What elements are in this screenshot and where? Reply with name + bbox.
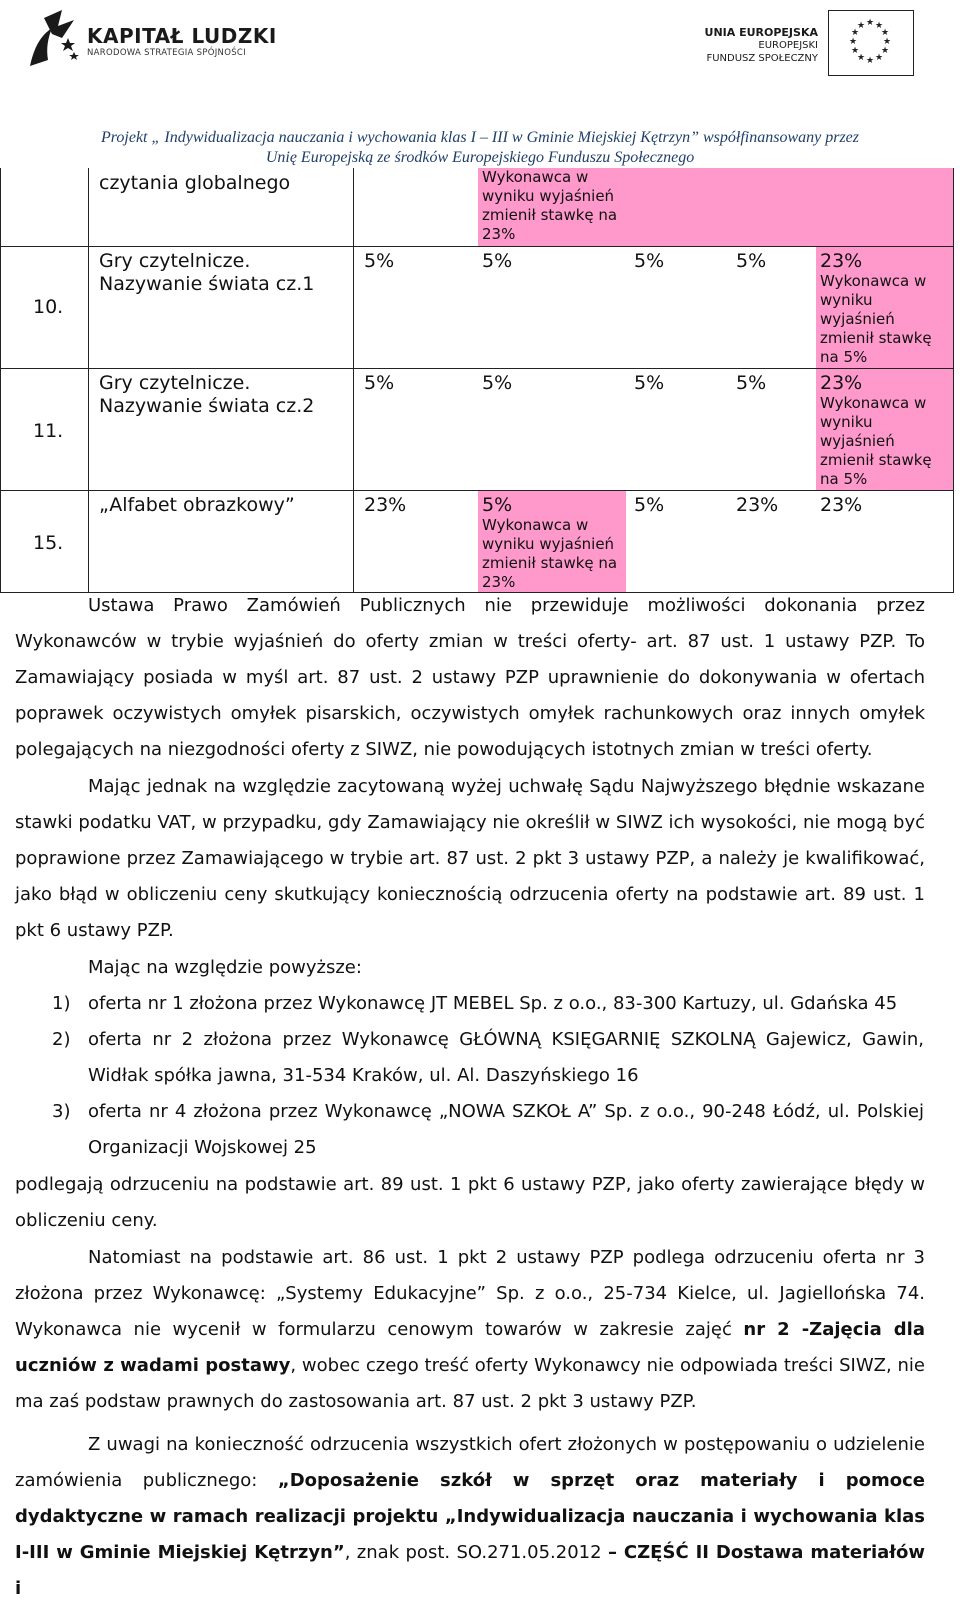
kapital-ludzki-subtitle: NARODOWA STRATEGIA SPÓJNOŚCI <box>87 48 246 58</box>
z-uwagi-znak: , znak post. SO.271.05.2012 <box>344 1542 602 1563</box>
natomiast-tail: , wobec czego treść oferty Wykonawcy nie odpowiada treści SIWZ, nie ma zaś podstaw prawnych do zastosowania art. 87 ust. 2 pkt 3 ustawy PZP. <box>15 1355 926 1412</box>
paragraph-majac-powyzsze: Mając na względzie powyższe: <box>88 957 362 978</box>
table-border <box>353 168 354 592</box>
list-item-3: oferta nr 4 złożona przez Wykonawcę „NOWA SZKOŁ A” Sp. z o.o., 90-248 Łódź, ul. Polskiej Organizacji Wojskowej 25 <box>88 1101 924 1158</box>
row10-note: Wykonawca w wyniku wyjaśnień zmienił stawkę na 5% <box>820 272 932 366</box>
ue-text-block <box>700 26 818 65</box>
row10-num: 10. <box>33 296 64 318</box>
natomiast-text: Natomiast na podstawie art. 86 ust. 1 pkt 2 ustawy PZP podlega odrzuceniu oferta nr 3 złożona przez Wykonawcę: „Systemy Edukacyjne” Sp. z o.o., 25-734 Kielce, ul. Jagiellońska 74. Wykonawca nie wycenił w formularzu cenowym towarów w zakresie zajęć <box>15 1247 925 1340</box>
row11-v2: 5% <box>482 372 513 394</box>
row15-v4: 23% <box>736 494 779 516</box>
svg-text:★: ★ <box>856 21 866 31</box>
svg-text:★: ★ <box>880 46 890 56</box>
table-border <box>953 168 954 592</box>
price-table <box>0 168 960 592</box>
ue-line3: FUNDUSZ SPOŁECZNY <box>706 53 818 64</box>
project-header <box>0 128 960 168</box>
row11-num: 11. <box>33 420 64 442</box>
paragraph-ustawa: Ustawa Prawo Zamówień Publicznych nie przewiduje możliwości dokonania przez Wykonawców w trybie wyjaśnień do oferty zmian w treści oferty- art. 87 ust. 1 ustawy PZP. To Zamawiający posiada w myśl art. 87 ust. 2 ustawy PZP uprawnienie do dokonywania w ofertach poprawek oczywistych omyłek pisarskich, oczywistych omyłek rachunkowych oraz innych omyłek polegających na niezgodności oferty z SIWZ, nie powodujących istotnych zmian w treści oferty. <box>15 595 925 760</box>
svg-text:★: ★ <box>848 37 858 47</box>
paragraph-podlegaja: podlegają odrzuceniu na podstawie art. 89 ust. 1 pkt 6 ustawy PZP, jako oferty zawierające błędy w obliczeniu ceny. <box>15 1174 925 1231</box>
row11-note: Wykonawca w wyniku wyjaśnień zmienił stawkę na 5% <box>820 394 932 488</box>
z-uwagi-text: Z uwagi na konieczność odrzucenia wszystkich ofert złożonych w postępowaniu o udzielenie zamówienia publicznego: <box>15 1434 925 1491</box>
row10-v3: 5% <box>634 250 665 272</box>
row10-v4: 5% <box>736 250 767 272</box>
svg-text:★: ★ <box>865 18 875 28</box>
svg-text:★: ★ <box>880 28 890 38</box>
svg-text:★: ★ <box>865 56 875 66</box>
row0-name: czytania globalnego <box>99 172 291 194</box>
row15-v1: 23% <box>364 494 407 516</box>
table-border <box>88 168 89 592</box>
svg-text:★: ★ <box>874 21 884 31</box>
row11-name: Gry czytelnicze. Nazywanie świata cz.2 <box>99 372 315 417</box>
natomiast-bold: nr 2 -Zajęcia dla uczniów z wadami postawy <box>15 1319 926 1376</box>
row11-v3: 5% <box>634 372 665 394</box>
row0-note: Wykonawca w wyniku wyjaśnień zmienił stawkę na 23% <box>482 168 618 243</box>
list-item-1: oferta nr 1 złożona przez Wykonawcę JT MEBEL Sp. z o.o., 83-300 Kartuzy, ul. Gdańska 45 <box>88 993 898 1014</box>
ue-line2: EUROPEJSKI <box>758 40 818 51</box>
row11-v4: 5% <box>736 372 767 394</box>
svg-text:★: ★ <box>856 53 866 63</box>
project-line-1: Projekt „ Indywidualizacja nauczania i wychowania klas I – III w Gminie Miejskiej Kętrzyn” współfinansowany przez <box>100 129 859 146</box>
table-border <box>0 490 954 491</box>
project-line-2: Unię Europejską ze środków Europejskiego Funduszu Społecznego <box>265 149 695 166</box>
svg-text:★: ★ <box>850 28 860 38</box>
eu-flag-icon <box>828 10 914 76</box>
row15-v2: 5% <box>482 494 513 516</box>
row15-v5: 23% <box>820 494 863 516</box>
svg-text:★: ★ <box>850 46 860 56</box>
z-uwagi-bold-title: „Doposażenie szkół w sprzęt oraz materiały i pomoce dydaktyczne w ramach realizacji projektu „Indywidualizacja nauczania i wychowania klas I-III w Gminie Miejskiej Kętrzyn” <box>15 1470 925 1563</box>
ue-line1: UNIA EUROPEJSKA <box>704 26 818 39</box>
kapital-ludzki-emblem-icon <box>22 8 82 70</box>
list-item-2: oferta nr 2 złożona przez Wykonawcę GŁÓWNĄ KSIĘGARNIĘ SZKOLNĄ Gajewicz, Gawin, Widłak spółka jawna, 31-534 Kraków, ul. Al. Daszyńskiego 16 <box>88 1029 924 1086</box>
list-num-3: 3) <box>52 1101 71 1122</box>
table-border <box>0 368 954 369</box>
svg-text:★: ★ <box>882 37 892 47</box>
paragraph-natomiast <box>15 1240 925 1420</box>
row15-v3: 5% <box>634 494 665 516</box>
kapital-ludzki-title: KAPITAŁ LUDZKI <box>87 24 277 48</box>
row11-v1: 5% <box>364 372 395 394</box>
paragraph-z-uwagi <box>15 1427 925 1607</box>
table-border <box>0 246 954 247</box>
table-border <box>0 168 1 592</box>
paragraph-majac-jednak: Mając jednak na względzie zacytowaną wyżej uchwałę Sądu Najwyższego błędnie wskazane stawki podatku VAT, w przypadku, gdy Zamawiający nie określił w SIWZ ich wysokości, nie mogą być poprawione przez Zamawiającego w trybie art. 87 ust. 2 pkt 3 ustawy PZP, a należy je kwalifikować, jako błąd w obliczeniu ceny skutkujący koniecznością odrzucenia oferty na podstawie art. 89 ust. 1 pkt 6 ustawy PZP. <box>15 776 925 941</box>
row11-v5: 23% <box>820 372 863 394</box>
svg-text:★: ★ <box>874 53 884 63</box>
z-uwagi-czesc: – CZĘŚĆ II Dostawa materiałów i <box>15 1542 925 1599</box>
row10-name: Gry czytelnicze. Nazywanie świata cz.1 <box>99 250 315 295</box>
row10-v2: 5% <box>482 250 513 272</box>
row10-v5: 23% <box>820 250 863 272</box>
list-num-2: 2) <box>52 1029 71 1050</box>
row15-note: Wykonawca w wyniku wyjaśnień zmienił stawkę na 23% <box>482 516 618 591</box>
list-num-1: 1) <box>52 993 71 1014</box>
row15-num: 15. <box>33 532 64 554</box>
row15-name: „Alfabet obrazkowy” <box>99 494 295 516</box>
row10-v1: 5% <box>364 250 395 272</box>
